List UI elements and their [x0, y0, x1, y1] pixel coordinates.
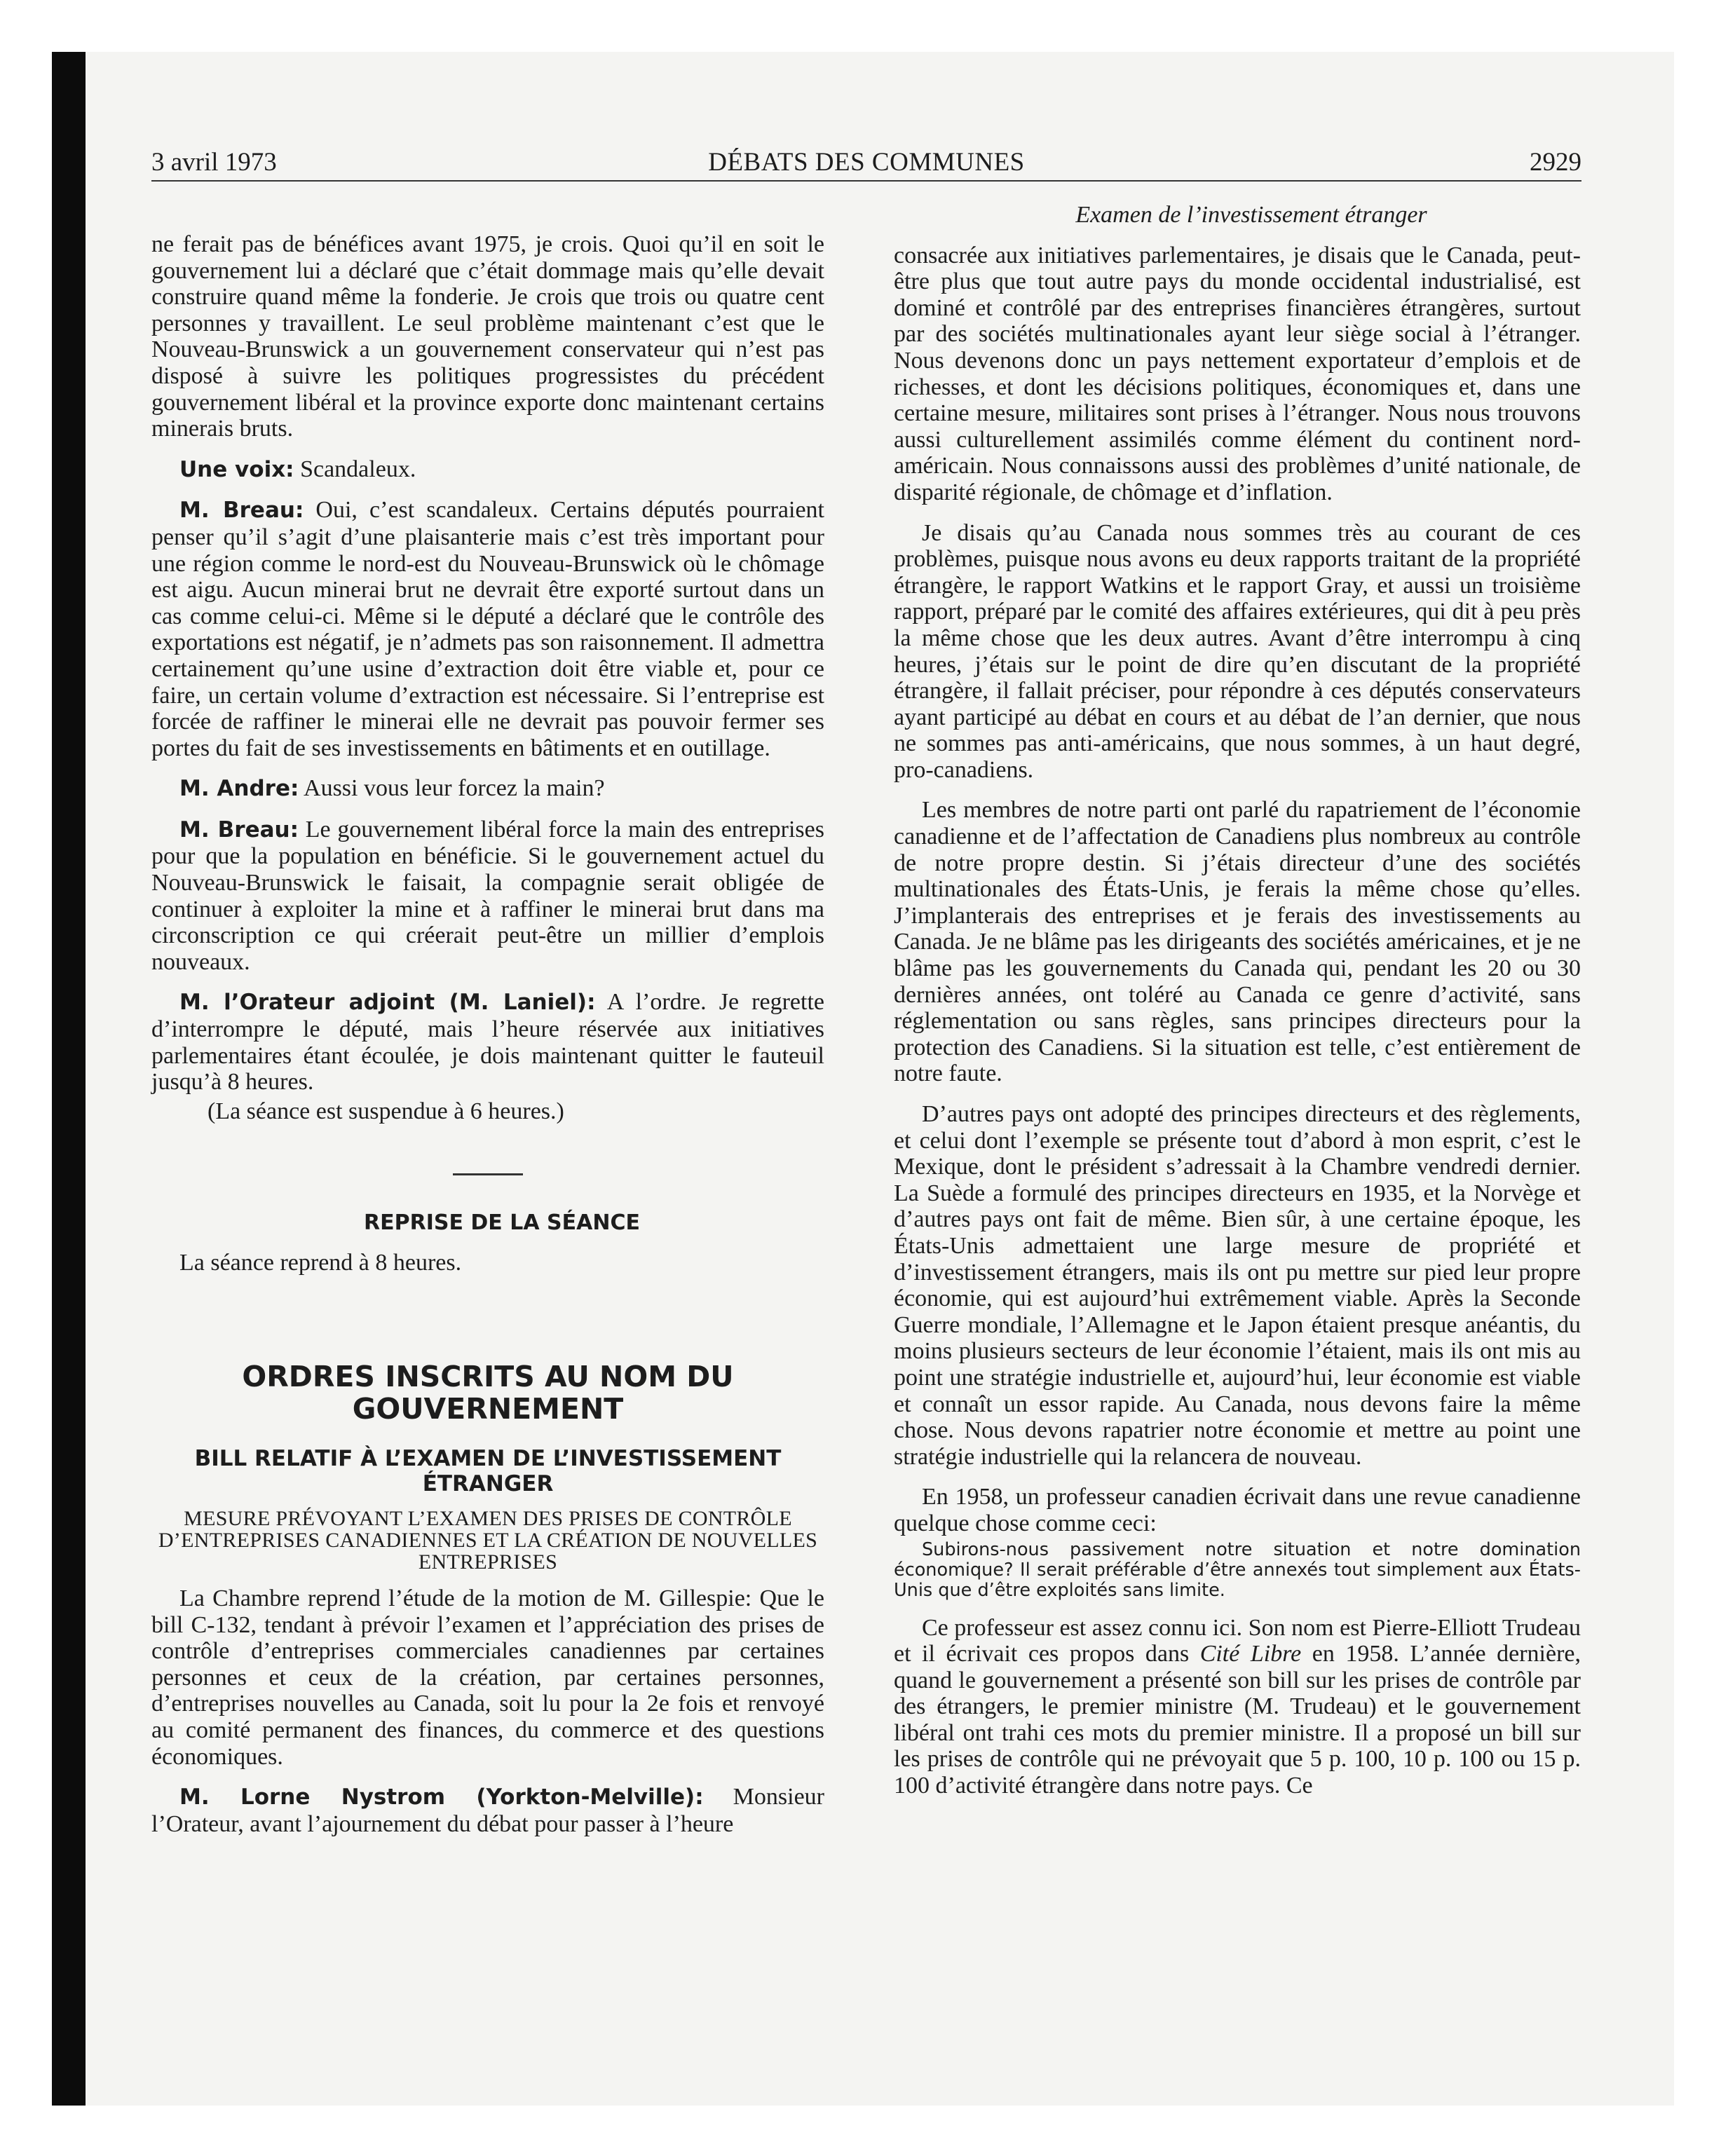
paragraph: Les membres de notre parti ont parlé du rapatriement de l’économie canadienne et de l’affectation de Canadiens plus nombreux au contrôle de notre propre destin. Si j’étais directeur d’une des sociétés multinationales des États-Unis, je ferais la même chose qu’elles. J’implanterais des entreprises et je ferais des investissements au Canada. Je ne blâme pas les dirigeants des sociétés américaines, et je ne blâme pas les gouvernements du Canada qui, pendant les 20 ou 30 dernières années, ont toléré au Canada ce genre d’activité, sans réglementation ou sans règles, sans principes directeurs pour la protection des Canadiens. Si la situation est telle, c’est entièrement de notre faute. [894, 797, 1581, 1087]
header-date: 3 avril 1973 [151, 148, 277, 177]
speech [151, 1784, 824, 1837]
text-run: en 1958. L’année dernière, quand le gouvernement a présenté son bill sur les prises de contrôle par des étrangers, le premier ministre (M. Trudeau) et le gouvernement libéral ont trahi ces mots du premier ministre. Il a proposé un bill sur les prises de contrôle qui ne prévoyait que 5 p. 100, 10 p. 100 ou 15 p. 100 d’activité étrangère dans notre pays. Ce [894, 1641, 1581, 1799]
section-heading: REPRISE DE LA SÉANCE [364, 1210, 640, 1236]
speech [151, 497, 824, 761]
right-column [894, 202, 1581, 1813]
speech [151, 456, 824, 484]
scan-edge [52, 52, 86, 2106]
orders-heading: ORDRES INSCRITS AU NOM DU GOUVERNEMENT [242, 1360, 734, 1426]
speaker-name: M. l’Orateur adjoint (M. Laniel): [179, 990, 596, 1016]
speech-text: Aussi vous leur forcez la main? [299, 775, 605, 802]
speech-text: Le gouvernement libéral force la main des entreprises pour que la population en bénéficie. Si le gouvernement actuel du Nouveau-Brunswick le faisait, la compagnie serait obligée de continuer à exploiter la mine et à raffiner le minerai brut dans ma circonscription ce qui créerait peut-être un millier d’emplois nouveaux. [151, 816, 824, 975]
paragraph: D’autres pays ont adopté des principes directeurs et des règlements, et celui dont l’exemple se présente tout d’abord à mon esprit, c’est le Mexique, dont le président s’adressait à la Chambre vendredi dernier. La Suède a formulé des principes directeurs en 1935, et la Norvège et d’autres pays ont fait de même. Bien sûr, à une certaine époque, les États-Unis admettaient une large mesure de propriété et d’investissement étrangers, mais ils ont pu mettre sur pied leur propre économie, qui est aujourd’hui extrêmement viable. Après la Seconde Guerre mondiale, l’Allemagne et le Japon étaient presque anéantis, du moins plusieurs secteurs de leur économie l’étaient, mais ils ont mis au point une stratégie industrielle et, aujourd’hui, leur économie est viable et connaît un essor rapide. Au Canada, nous devons faire la même chose. Nous devons rapatrier notre économie et mettre au point une stratégie industrielle qui la relancera de nouveau. [894, 1101, 1581, 1470]
quotation: Subirons-nous passivement notre situation et notre domination économique? Il serait préférable d’être annexés tout simplement aux États-Unis que d’être exploités sans limite. [894, 1538, 1581, 1601]
page-header [151, 146, 1581, 181]
section-divider [453, 1173, 523, 1175]
paragraph: consacrée aux initiatives parlementaires, je disais que le Canada, peut-être plus que tout autre pays du monde occidental industrialisé, est dominé et contrôlé par des entreprises financières étrangères, surtout par des sociétés multinationales ayant leur siège social à l’étranger. Nous devenons donc un pays nettement exportateur d’emplois et de richesses, et dont les décisions politiques, économiques et, dans une certaine mesure, militaires sont prises à l’étranger. Nous nous trouvons aussi culturellement assimilés comme élément du continent nord-américain. Nous connaissons aussi des problèmes d’unité nationale, de disparité régionale, de chômage et d’inflation. [894, 242, 1581, 505]
speech-text: A l’ordre. Je regrette d’interrompre le député, mais l’heure réservée aux initiatives parlementaires étant écoulée, je dois maintenant quitter le fauteuil jusqu’à 8 heures. [151, 989, 824, 1096]
speech-text: Monsieur l’Orateur, avant l’ajournement du débat pour passer à l’heure [151, 1784, 824, 1837]
measure-heading: MESURE PRÉVOYANT L’EXAMEN DES PRISES DE CONTRÔLE D’ENTREPRISES CANADIENNES ET LA CRÉATION DE NOUVELLES ENTREPRISES [158, 1507, 818, 1574]
speaker-name: M. Breau: [179, 817, 299, 842]
speech [151, 989, 824, 1095]
speech-text: Oui, c’est scandaleux. Certains députés pourraient penser qu’il s’agit d’une plaisanterie mais c’est très important pour une région comme le nord-est du Nouveau-Brunswick où le chômage est aigu. Aucun minerai brut ne devrait être exporté surtout dans un cas comme celui-ci. Même si le député a déclaré que le contrôle des exportations est négatif, je n’admets pas son raisonnement. Il admettra certainement qu’une usine d’extraction doit être viable et, pour ce faire, un certain volume d’extraction est nécessaire. Si l’entreprise est forcée de raffiner le minerai elle ne devrait pas pouvoir fermer ses portes du fait de ses investissements en bâtiments et en outillage. [151, 497, 824, 761]
publication-title: Cité Libre [1199, 1641, 1302, 1667]
speaker-name: M. Andre: [179, 776, 299, 802]
paragraph: ne ferait pas de bénéfices avant 1975, je crois. Quoi qu’il en soit le gouvernement lui a déclaré que c’était dommage mais qu’elle devait construire quand même la fonderie. Je crois que trois ou quatre cent personnes y travaillent. Le seul problème maintenant c’est que le Nouveau-Brunswick a un gouvernement conservateur qui n’est pas disposé à suivre les politiques progressistes du précédent gouvernement libéral et la province exporte donc maintenant certains minerais bruts. [151, 231, 824, 442]
speaker-name: M. Lorne Nystrom (Yorkton-Melville): [179, 1785, 704, 1810]
speaker-name: Une voix: [179, 456, 294, 482]
text-run: Ce professeur est assez connu ici. Son nom est Pierre-Elliott Trudeau et il écrivait ces propos dans [894, 1614, 1581, 1667]
paragraph: Je disais qu’au Canada nous sommes très au courant de ces problèmes, puisque nous avons eu deux rapports traitant de la propriété étrangère, le rapport Watkins et le rapport Gray, et aussi un troisième rapport, préparé par le comité des affaires extérieures, qui dit à peu près la même chose que les deux autres. Avant d’être interrompu à cinq heures, j’étais sur le point de dire qu’en discutant de la propriété étrangère, il fallait préciser, pour répondre à ces députés conservateurs ayant participé au débat en cours et au débat de l’an dernier, que nous ne sommes pas anti-américains, que nous sommes, à un haut degré, pro-canadiens. [894, 519, 1581, 783]
paragraph: En 1958, un professeur canadien écrivait dans une revue canadienne quelque chose comme ceci: [894, 1484, 1581, 1536]
page-number: 2929 [1530, 148, 1581, 177]
sitting-suspended-note: (La séance est suspendue à 6 heures.) [207, 1098, 564, 1124]
speech [151, 775, 824, 803]
running-head: Examen de l’investissement étranger [1075, 202, 1427, 228]
speech-text: Scandaleux. [294, 456, 416, 482]
header-rule [151, 180, 1581, 182]
paragraph: La séance reprend à 8 heures. [179, 1250, 462, 1276]
speech [151, 817, 824, 976]
bill-heading: BILL RELATIF À L’EXAMEN DE L’INVESTISSEMENT ÉTRANGER [194, 1446, 782, 1496]
speaker-name: M. Breau: [179, 498, 304, 524]
paragraph [894, 1615, 1581, 1799]
left-column [151, 231, 824, 1851]
header-title: DÉBATS DES COMMUNES [708, 148, 1025, 177]
paragraph: La Chambre reprend l’étude de la motion de M. Gillespie: Que le bill C-132, tendant à prévoir l’examen et l’appréciation des prises de contrôle d’entreprises commerciales canadiennes par certaines personnes et ceux de la création, par certaines personnes, d’entreprises nouvelles au Canada, soit lu pour la 2e fois et renvoyé au comité permanent des finances, du commerce et des questions économiques. [151, 1585, 824, 1770]
